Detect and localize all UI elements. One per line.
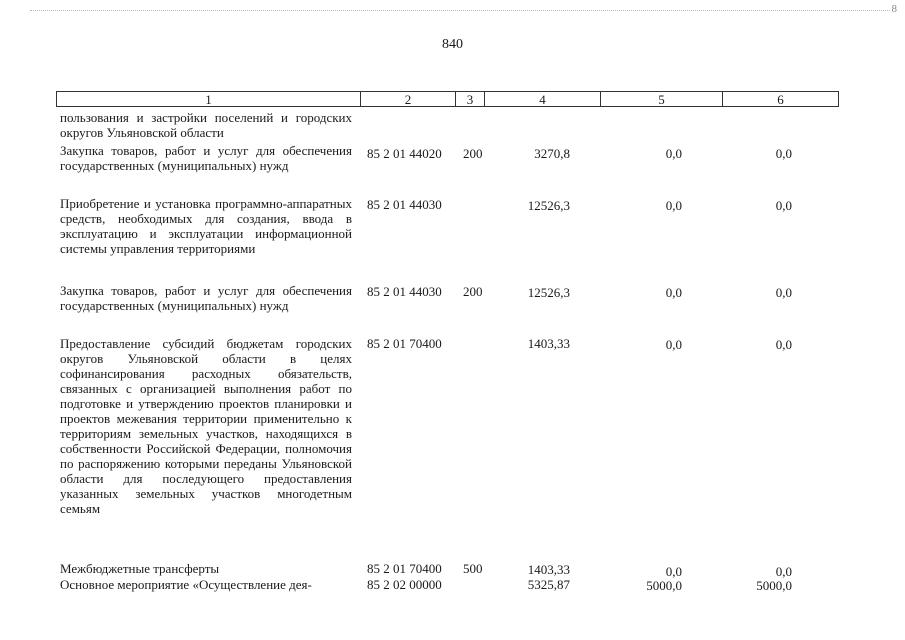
row-1-code: 85 2 01 44020 xyxy=(367,146,442,161)
row-4-description: Предоставление субсидий бюджетам городских округов Ульяновской области в целях софинансирования расходных обязательств, связанных с организацией выполнения работ по подготовке и утверждению проектов планировки и проектов межевания территории применительно к территориям земельных участков, находящихся в собственности Российской Федерации, полномочия по распоряжению которыми переданы Ульяновской области для последующего предоставления указанных земельных участков многодетным семьям xyxy=(60,336,352,516)
page-number: 840 xyxy=(442,37,463,52)
header-col-3: 3 xyxy=(455,91,485,107)
row-4-col6: 0,0 xyxy=(775,337,792,352)
row-6-col5: 5000,0 xyxy=(646,578,682,593)
row-6-description: Основное мероприятие «Осуществление дея- xyxy=(60,577,312,592)
row-1-col5: 0,0 xyxy=(665,146,682,161)
row-2-col5: 0,0 xyxy=(665,198,682,213)
row-2-col4: 12526,3 xyxy=(527,198,570,213)
header-col-2: 2 xyxy=(360,91,456,107)
header-col-5: 5 xyxy=(600,91,723,107)
row-5-description: Межбюджетные трансферты xyxy=(60,561,220,576)
row-3-col4: 12526,3 xyxy=(527,285,570,300)
header-col-1: 1 xyxy=(56,91,361,107)
row-4-col4: 1403,33 xyxy=(527,336,570,351)
row-3-type: 200 xyxy=(463,284,483,299)
row-1-description: Закупка товаров, работ и услуг для обеспечения государственных (муниципальных) нужд xyxy=(60,143,352,173)
row-4-col5: 0,0 xyxy=(665,337,682,352)
header-col-4: 4 xyxy=(484,91,601,107)
scan-artifact-line xyxy=(30,10,890,12)
row-5-col5: 0,0 xyxy=(665,564,682,579)
row-2-col6: 0,0 xyxy=(775,198,792,213)
row-6-col6: 5000,0 xyxy=(756,578,792,593)
row-2-code: 85 2 01 44030 xyxy=(367,197,442,212)
row-3-col5: 0,0 xyxy=(665,285,682,300)
row-3-code: 85 2 01 44030 xyxy=(367,284,442,299)
row-5-type: 500 xyxy=(463,561,483,576)
row-0-description: пользования и застройки поселений и городских округов Ульяновской области xyxy=(60,110,352,140)
row-1-col4: 3270,8 xyxy=(534,146,570,161)
row-2-description: Приобретение и установка программно-аппаратных средств, необходимых для создания, ввода в эксплуатацию и эксплуатации информационной системы управления территориями xyxy=(60,196,352,256)
row-3-col6: 0,0 xyxy=(775,285,792,300)
scan-corner-mark: 8 xyxy=(891,3,897,15)
row-5-col4: 1403,33 xyxy=(527,562,570,577)
row-5-col6: 0,0 xyxy=(775,564,792,579)
row-3-description: Закупка товаров, работ и услуг для обеспечения государственных (муниципальных) нужд xyxy=(60,283,352,313)
row-6-col4: 5325,87 xyxy=(527,577,570,592)
row-1-col6: 0,0 xyxy=(775,146,792,161)
row-6-code: 85 2 02 00000 xyxy=(367,577,442,592)
row-1-type: 200 xyxy=(463,146,483,161)
row-4-code: 85 2 01 70400 xyxy=(367,336,442,351)
header-col-6: 6 xyxy=(722,91,839,107)
row-5-code: 85 2 01 70400 xyxy=(367,561,442,576)
